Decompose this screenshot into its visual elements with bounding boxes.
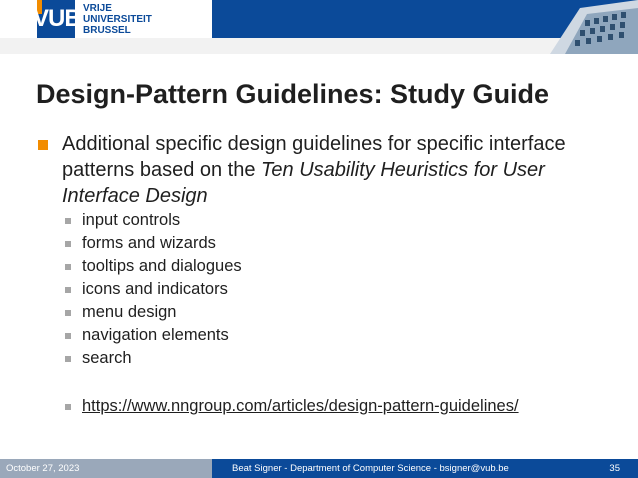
sub-bullet-item — [62, 301, 602, 324]
main-bullet-marker — [38, 140, 48, 150]
main-bullet-text — [62, 131, 617, 209]
building-icon — [535, 0, 638, 54]
main-bullet-text-italic: Ten Usability Heuristics for User Interface Design — [62, 159, 545, 207]
sub-bullet-text: icons and indicators — [82, 280, 228, 298]
page-number: 35 — [609, 463, 620, 474]
sub-bullet-list — [62, 209, 602, 370]
reference-link[interactable]: https://www.nngroup.com/articles/design-pattern-guidelines/ — [82, 397, 519, 415]
sub-bullet-text: tooltips and dialogues — [82, 257, 242, 275]
slide-title: Design-Pattern Guidelines: Study Guide — [36, 79, 550, 109]
reference-link-item — [62, 395, 519, 418]
sub-bullet-marker — [65, 356, 71, 362]
sub-bullet-text: forms and wizards — [82, 234, 216, 252]
slide-footer — [0, 459, 638, 478]
sub-bullet-text: search — [82, 349, 132, 367]
sub-bullet-marker — [65, 404, 71, 410]
sub-bullet-item — [62, 347, 602, 370]
sub-bullet-item — [62, 209, 602, 232]
university-name — [83, 3, 203, 36]
vub-logo-text: VUB — [33, 5, 81, 32]
sub-bullet-marker — [65, 241, 71, 247]
university-name-line: VRIJE — [83, 3, 112, 14]
footer-author-line: Beat Signer - Department of Computer Science - bsigner@vub.be — [232, 463, 509, 474]
sub-bullet-item — [62, 278, 602, 301]
sub-bullet-marker — [65, 218, 71, 224]
sub-bullet-text: menu design — [82, 303, 177, 321]
footer-blue-band — [212, 459, 638, 478]
sub-bullet-marker — [65, 287, 71, 293]
sub-bullet-text: navigation elements — [82, 326, 229, 344]
sub-bullet-text: input controls — [82, 211, 181, 229]
sub-bullet-item — [62, 255, 602, 278]
slide-header — [0, 0, 638, 54]
university-name-line: UNIVERSITEIT — [83, 14, 152, 25]
sub-bullet-item — [62, 232, 602, 255]
footer-date: October 27, 2023 — [0, 459, 212, 478]
sub-bullet-marker — [65, 310, 71, 316]
sub-bullet-item — [62, 324, 602, 347]
sub-bullet-marker — [65, 333, 71, 339]
university-name-line: BRUSSEL — [83, 25, 131, 36]
sub-bullet-marker — [65, 264, 71, 270]
main-bullet-text-plain: Additional specific design guidelines for specific interface patterns based on the — [62, 133, 566, 181]
